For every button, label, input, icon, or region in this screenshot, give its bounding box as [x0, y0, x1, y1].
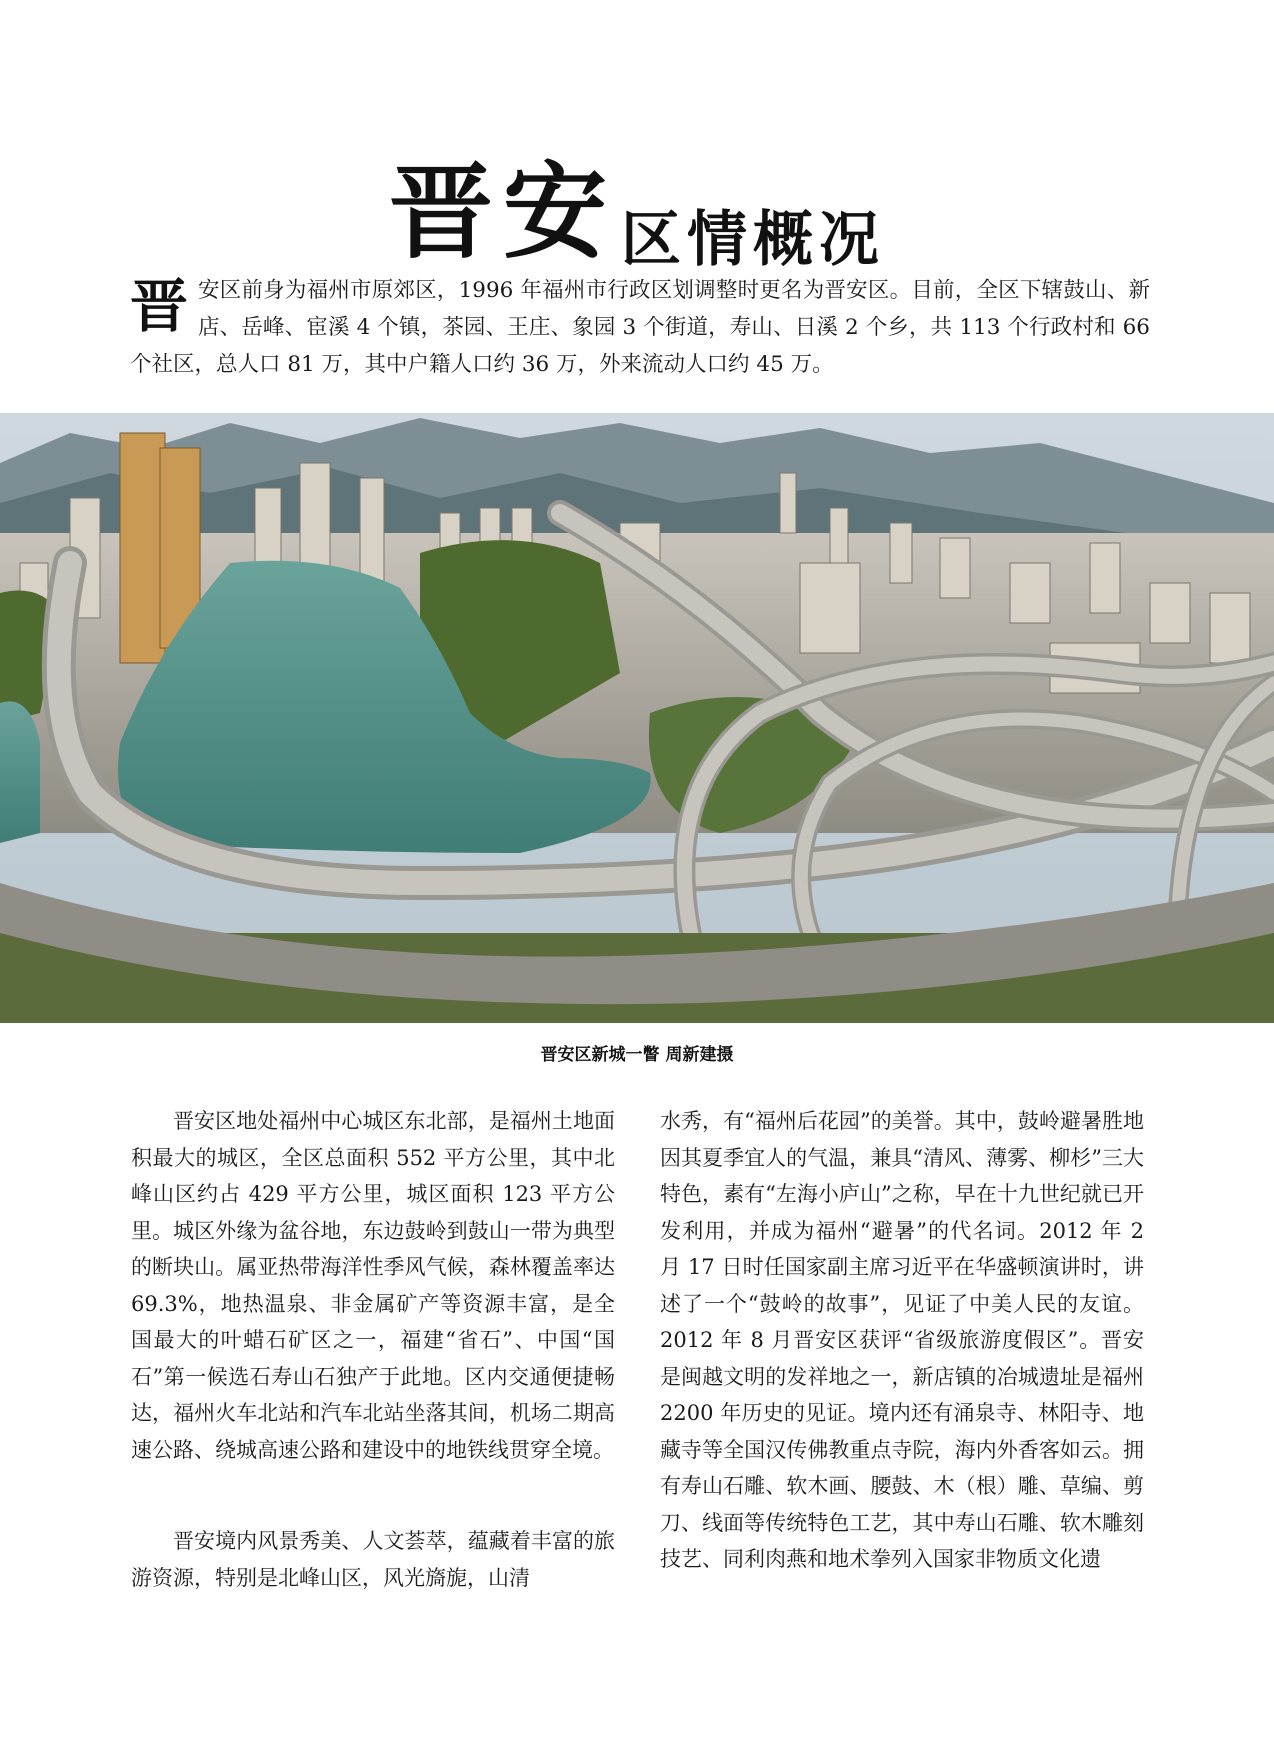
intro-paragraph [130, 272, 1150, 383]
body-paragraph: 水秀，有“福州后花园”的美誉。其中，鼓岭避暑胜地因其夏季宜人的气温，兼具“清风、薄雾、柳杉”三大特色，素有“左海小庐山”之称，早在十九世纪就已开发利用，并成为福州“避暑”的代名词。2012 年 2 月 17 日时任国家副主席习近平在华盛顿演讲时，讲述了一个“鼓岭的故事”，见证了中美人民的友谊。2012 年 8 月晋安区获评“省级旅游度假区”。晋安是闽越文明的发祥地之一，新店镇的冶城遗址是福州 2200 年历史的见证。境内还有涌泉寺、林阳寺、地藏寺等全国汉传佛教重点寺院，海内外香客如云。拥有寿山石雕、软木画、腰鼓、木（根）雕、草编、剪刀、线面等传统特色工艺，其中寿山石雕、软木雕刻技艺、同利肉燕和地术拳列入国家非物质文化遗 [660, 1109, 1144, 1571]
body-paragraph: 晋安境内风景秀美、人文荟萃，蕴藏着丰富的旅游资源，特别是北峰山区，风光旖旎，山清 [131, 1529, 615, 1590]
body-paragraph: 晋安区地处福州中心城区东北部，是福州土地面积最大的城区，全区总面积 552 平方公里，其中北峰山区约占 429 平方公里，城区面积 123 平方公里。城区外缘为盆谷地，东边鼓岭到鼓山一带为典型的断块山。属亚热带海洋性季风气候，森林覆盖率达 69.3%，地热温泉、非金属矿产等资源丰富，是全国最大的叶蜡石矿区之一，福建“省石”、中国“国石”第一候选石寿山石独产于此地。区内交通便捷畅达，福州火车北站和汽车北站坐落其间，机场二期高速公路、绕城高速公路和建设中的地铁线贯穿全境。 [131, 1109, 615, 1462]
body-column-left [131, 1103, 615, 1596]
title-main: 晋安 [388, 150, 617, 273]
drop-cap: 晋 [130, 272, 189, 340]
intro-text: 安区前身为福州市原郊区，1996 年福州市行政区划调整时更名为晋安区。目前，全区下辖鼓山、新店、岳峰、宦溪 4 个镇，茶园、王庄、象园 3 个街道，寿山、日溪 2 个乡，共 113 个行政村和 66 个社区，总人口 81 万，其中户籍人口约 36 万，外来流动人口约 45 万。 [130, 278, 1150, 377]
body-column-right [660, 1103, 1144, 1578]
title-sub: 区情概况 [621, 205, 885, 275]
photo-caption: 晋安区新城一瞥 周新建摄 [540, 1045, 734, 1065]
river-left [0, 701, 40, 843]
page-title [0, 128, 1274, 278]
city-aerial-photo [0, 413, 1274, 1023]
photo-illustration [0, 413, 1274, 1023]
